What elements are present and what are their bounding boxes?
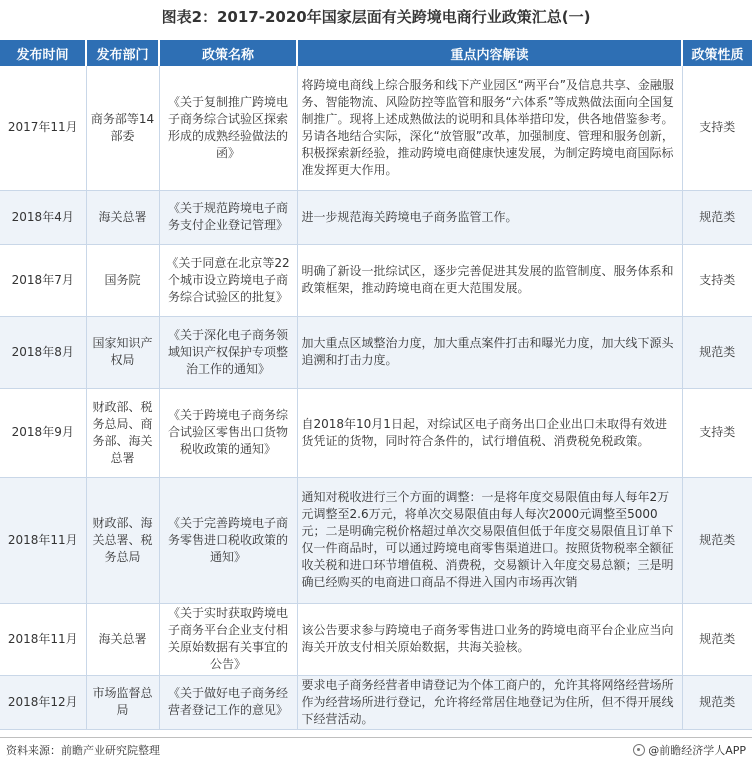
cell-date: 2018年9月	[0, 388, 86, 477]
cell-name: 《关于同意在北京等22个城市设立跨境电子商务综合试验区的批复》	[159, 244, 297, 316]
policy-table	[0, 40, 752, 730]
cell-content: 该公告要求参与跨境电子商务零售进口业务的跨境电商平台企业应当向海关开放支付相关原始数据，共海关验核。	[297, 603, 682, 675]
table-row	[0, 316, 752, 388]
table-row	[0, 388, 752, 477]
cell-dept: 国务院	[86, 244, 159, 316]
cell-content: 将跨境电商线上综合服务和线下产业园区“两平台”及信息共享、金融服务、智能物流、风险防控等监管和服务“六体系”等成熟做法面向全国复制推广。现将上述成熟做法的说明和具体举措印发，供各地借鉴参考。另请各地结合实际，深化“放管服”改革，加强制度、管理和服务创新，积极探索新经验，推动跨境电商健康快速发展，为制定跨境电商国际标准发挥更大作用。	[297, 66, 682, 190]
cell-dept: 国家知识产权局	[86, 316, 159, 388]
brand-credit-label: @前瞻经济学人APP	[648, 744, 746, 757]
cell-nature: 规范类	[682, 675, 752, 729]
table-row	[0, 66, 752, 190]
cell-date: 2018年4月	[0, 190, 86, 244]
cell-nature: 规范类	[682, 603, 752, 675]
cell-nature: 支持类	[682, 66, 752, 190]
brand-credit	[633, 742, 746, 758]
footer-divider	[0, 737, 752, 738]
cell-nature: 规范类	[682, 477, 752, 603]
cell-name: 《关于规范跨境电子商务支付企业登记管理》	[159, 190, 297, 244]
cell-dept: 市场监督总局	[86, 675, 159, 729]
header-name: 政策名称	[159, 40, 297, 66]
cell-dept: 财政部、海关总署、税务总局	[86, 477, 159, 603]
source-note: 资料来源：前瞻产业研究院整理	[6, 744, 160, 757]
cell-content: 明确了新设一批综试区，逐步完善促进其发展的监管制度、服务体系和政策框架，推动跨境电商在更大范围发展。	[297, 244, 682, 316]
cell-dept: 海关总署	[86, 190, 159, 244]
cell-date: 2018年7月	[0, 244, 86, 316]
cell-nature: 规范类	[682, 316, 752, 388]
table-header-row	[0, 40, 752, 66]
table-row	[0, 603, 752, 675]
table-row	[0, 675, 752, 729]
cell-content: 要求电子商务经营者申请登记为个体工商户的，允许其将网络经营场所作为经营场所进行登记，允许将经常居住地登记为住所，但不得开展线下经营活动。	[297, 675, 682, 729]
cell-nature: 规范类	[682, 190, 752, 244]
cell-dept: 财政部、税务总局、商务部、海关总署	[86, 388, 159, 477]
header-dept: 发布部门	[86, 40, 159, 66]
header-nature: 政策性质	[682, 40, 752, 66]
cell-date: 2018年11月	[0, 603, 86, 675]
cell-name: 《关于深化电子商务领域知识产权保护专项整治工作的通知》	[159, 316, 297, 388]
cell-name: 《关于跨境电子商务综合试验区零售出口货物税收政策的通知》	[159, 388, 297, 477]
cell-date: 2017年11月	[0, 66, 86, 190]
cell-date: 2018年12月	[0, 675, 86, 729]
cell-nature: 支持类	[682, 388, 752, 477]
cell-content: 自2018年10月1日起，对综试区电子商务出口企业出口未取得有效进货凭证的货物，同时符合条件的，试行增值税、消费税免税政策。	[297, 388, 682, 477]
cell-name: 《关于做好电子商务经营者登记工作的意见》	[159, 675, 297, 729]
table-row	[0, 190, 752, 244]
cell-date: 2018年8月	[0, 316, 86, 388]
cell-name: 《关于复制推广跨境电子商务综合试验区探索形成的成熟经验做法的函》	[159, 66, 297, 190]
brand-logo-icon	[633, 744, 645, 756]
cell-content: 通知对税收进行三个方面的调整：一是将年度交易限值由每人每年2万元调整至2.6万元，将单次交易限值由每人每次2000元调整至5000元；二是明确完税价格超过单次交易限值但低于年度交易限值且订单下仅一件商品时，可以通过跨境电商零售渠道进口。按照货物税率全额征收关税和进口环节增值税、消费税，交易额计入年度交易总额；三是明确已经购买的电商进口商品不得进入国内市场再次销	[297, 477, 682, 603]
cell-dept: 海关总署	[86, 603, 159, 675]
table-row	[0, 477, 752, 603]
header-content: 重点内容解读	[297, 40, 682, 66]
cell-nature: 支持类	[682, 244, 752, 316]
cell-dept: 商务部等14部委	[86, 66, 159, 190]
cell-content: 加大重点区域整治力度，加大重点案件打击和曝光力度，加大线下源头追溯和打击力度。	[297, 316, 682, 388]
cell-date: 2018年11月	[0, 477, 86, 603]
cell-name: 《关于实时获取跨境电子商务平台企业支付相关原始数据有关事宜的公告》	[159, 603, 297, 675]
table-row	[0, 244, 752, 316]
cell-name: 《关于完善跨境电子商务零售进口税收政策的通知》	[159, 477, 297, 603]
chart-title: 图表2：2017-2020年国家层面有关跨境电商行业政策汇总(一)	[161, 8, 591, 26]
header-date: 发布时间	[0, 40, 86, 66]
cell-content: 进一步规范海关跨境电子商务监管工作。	[297, 190, 682, 244]
